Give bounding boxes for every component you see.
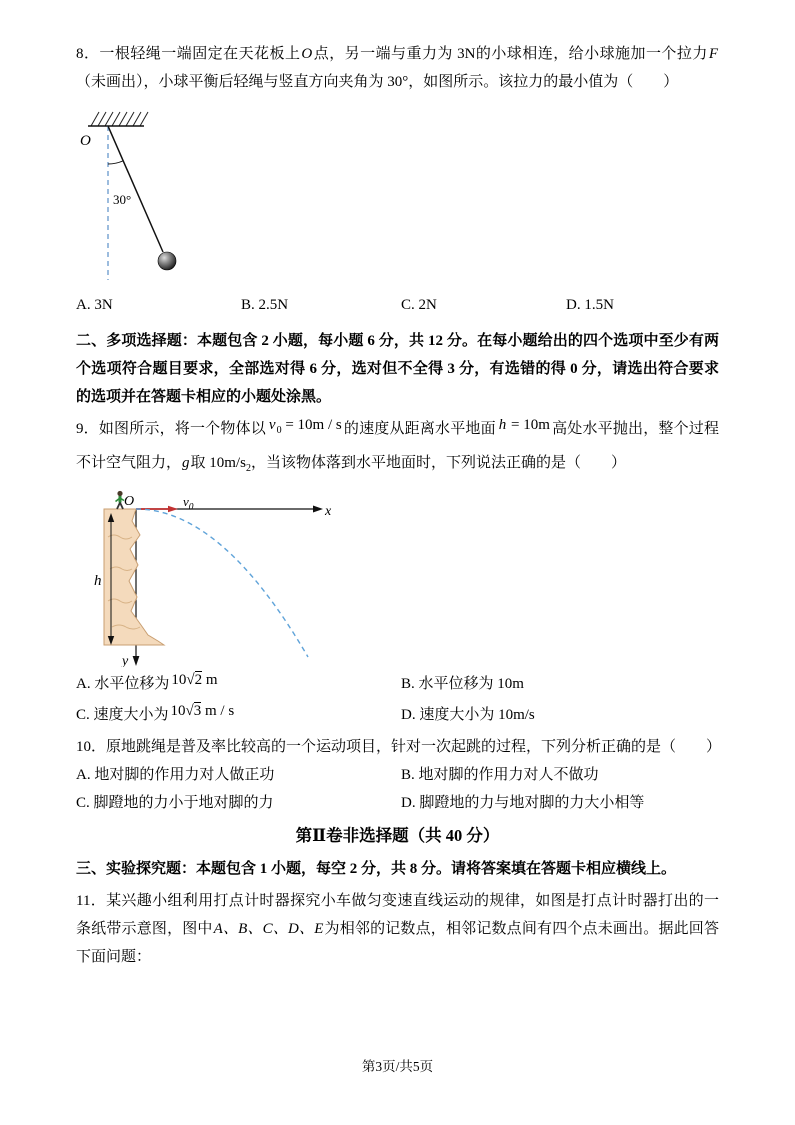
q9-option-c (76, 700, 401, 731)
cliff (104, 509, 164, 645)
q11-point-letters: A、B、C、D、E (213, 921, 324, 937)
h-label: h (94, 573, 102, 589)
sqrt-expression (186, 671, 202, 688)
y-axis-label: y (122, 654, 129, 667)
angle-label: 30° (113, 192, 132, 207)
q9-h-value: = 10m (507, 417, 550, 433)
q9-a-radicand: 2 (194, 672, 203, 688)
q8-option-b: B. 2.5N (241, 297, 289, 313)
v0-label-sub: 0 (188, 502, 194, 513)
v0-arrow-head (168, 506, 178, 512)
ceiling-hatch (91, 112, 148, 126)
q9-math-v0 (268, 411, 342, 445)
q9-text-seg1: 9．如图所示，将一个物体以 (76, 421, 266, 437)
q9-option-c-math (171, 696, 235, 727)
q9-g-var: g (182, 455, 190, 471)
sqrt-expression (186, 702, 202, 719)
part2-title: 第Ⅱ卷非选择题（共 40 分） (295, 826, 500, 845)
q8-text-seg3: （未画出），小球平衡后轻绳与竖直方向夹角为 30°，如图所示。该拉力的最小值为（ ） (76, 74, 679, 90)
q9-v-sub: 0 (276, 425, 282, 436)
q9-projectile-diagram (84, 489, 334, 667)
question-11 (76, 887, 719, 971)
q8-options (76, 291, 719, 319)
q8-var-f: F (708, 46, 718, 62)
q9-text-seg5: ，当该物体落到水平地面时，下列说法正确的是（ ） (250, 455, 626, 471)
q8-text (76, 40, 719, 96)
q9-c-coef: 10 (170, 703, 186, 719)
trajectory-curve (136, 509, 308, 657)
q9-v-var: v (268, 417, 276, 433)
q8-var-o: O (301, 46, 313, 62)
x-axis-label: x (325, 504, 332, 519)
q11-text-seg2: 为相邻的记数点，相邻记数点间有四个点未画出。据此回答下面问题： (76, 921, 719, 965)
question-8 (76, 40, 719, 319)
q11-text (76, 887, 719, 971)
section3-heading: 三、实验探究题：本题包含 1 小题，每空 2 分，共 8 分。请将答案填在答题卡相应横线上。 (76, 861, 677, 877)
y-axis-arrow (133, 656, 140, 666)
q8-text-seg2: 点，另一端与重力为 3N的小球相连，给小球施加一个拉力 (313, 46, 708, 62)
q10-options (76, 761, 719, 817)
v0-label (183, 494, 194, 513)
radical-sign: √ (185, 703, 194, 719)
v0-label-var: v (183, 494, 189, 509)
q9-option-a (76, 669, 401, 700)
q10-option-c: C. 脚蹬地的力小于地对脚的力 (76, 795, 274, 811)
q9-a-coef: 10 (171, 672, 187, 688)
q9-v-value: = 10m / s (281, 417, 342, 433)
person-figure (116, 491, 125, 509)
q9-math-h (498, 411, 550, 439)
angle-arc (108, 161, 123, 164)
q10-text: 10．原地跳绳是普及率比较高的一个运动项目，针对一次起跳的过程，下列分析正确的是（ ） (76, 739, 722, 755)
question-9 (76, 415, 719, 731)
q11-text-seg1: 11．某兴趣小组利用打点计时器探究小车做匀变速直线运动的规律，如图是打点计时器打出的一条纸带示意图，图中 (76, 893, 719, 937)
q9-option-a-math (171, 665, 217, 696)
q9-option-a-label: A. 水平位移为 (76, 676, 170, 692)
page-number: 第3页/共5页 (361, 1059, 434, 1074)
q8-text-seg1: 8．一根轻绳一端固定在天花板上 (76, 46, 301, 62)
x-axis-arrow (313, 506, 323, 513)
q9-options (76, 669, 719, 731)
q9-option-d: D. 速度大小为 10m/s (401, 707, 535, 723)
q9-g-unit-sub: 2 (245, 463, 251, 474)
question-10 (76, 733, 722, 817)
rope-line (108, 126, 163, 252)
q10-option-d: D. 脚蹬地的力与地对脚的力大小相等 (401, 795, 645, 811)
ball (158, 252, 176, 270)
origin-o-label: O (124, 494, 135, 509)
q9-h-var: h (498, 417, 507, 433)
q8-option-c: C. 2N (401, 297, 437, 313)
q9-option-b: B. 水平位移为 10m (401, 676, 524, 692)
q8-option-a: A. 3N (76, 297, 113, 313)
q9-text (76, 415, 719, 483)
radical-sign: √ (186, 672, 195, 688)
q10-option-b: B. 地对脚的作用力对人不做功 (401, 767, 599, 783)
q9-c-unit: m / s (201, 703, 235, 719)
q9-a-unit: m (202, 672, 218, 688)
q8-option-d: D. 1.5N (566, 297, 614, 313)
q9-text-seg2: 的速度从距离水平地面 (343, 421, 496, 437)
q9-option-c-label: C. 速度大小为 (76, 707, 169, 723)
q9-text-seg3: 高处水平抛出，整个过程不计空气阻力， (76, 421, 719, 471)
q8-rope-ball-diagram (78, 102, 228, 287)
section2-heading: 二、多项选择题：本题包含 2 小题，每小题 6 分，共 12 分。在每小题给出的四个选项中至少有两个选项符合题目要求，全部选对得 6 分，选对但不全得 3 分，有选错的得 0 分，请选出符合要求的选项并在答题卡相应的小题处涂黑。 (76, 333, 719, 405)
point-o-label: O (80, 133, 91, 149)
q10-option-a: A. 地对脚的作用力对人做正功 (76, 767, 275, 783)
q9-text-seg4: 取 10m/s (190, 455, 246, 471)
q9-c-radicand: 3 (193, 703, 202, 719)
